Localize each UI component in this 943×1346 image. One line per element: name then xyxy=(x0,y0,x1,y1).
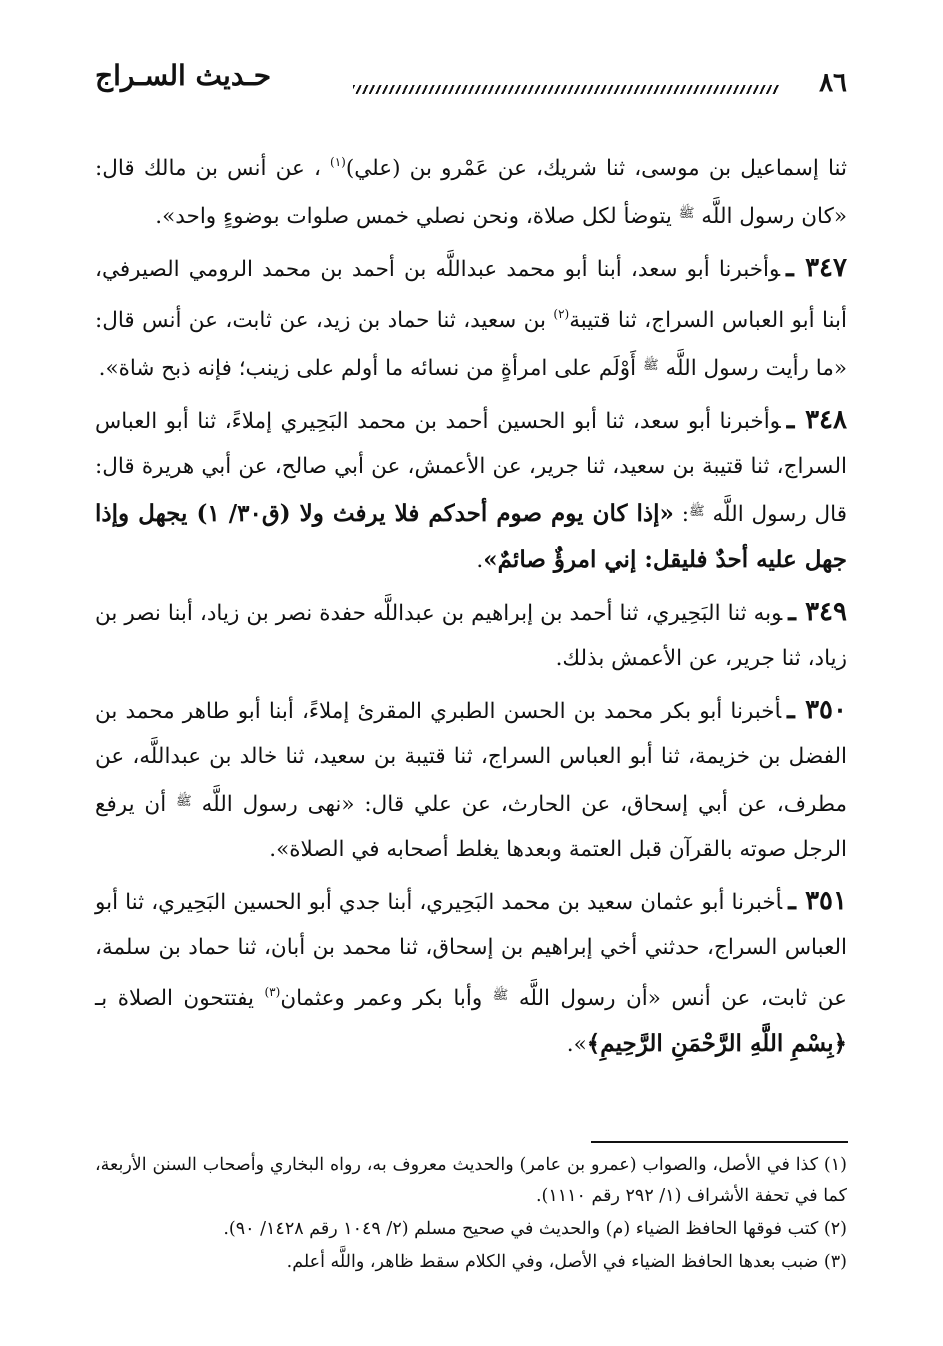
hadith-quote-bold: «إذا كان يوم صوم أحدكم فلا يرفث ولا xyxy=(299,500,674,527)
footnote-2: (٢) كتب فوقها الحافظ الضياء (م) والحديث في صحيح مسلم (٢/ ١٠٤٩ رقم ١٤٢٨/ ٩٠). xyxy=(223,1219,847,1239)
paragraph-text: ، عن أنس بن مالك قال: «كان رسول اللَّه xyxy=(95,156,847,229)
footnote-1: (١) كذا في الأصل، والصواب (عمرو بن عامر) والحديث معروف به، رواه البخاري وأصحاب السنن الأربعة، كما في تحفة الأشراف (١/ ٢٩٢ رقم ١١١٠). xyxy=(95,1155,847,1206)
paragraph-text: وأخبرنا أبو سعد، أبنا أبو محمد عبداللَّه بن أحمد بن محمد الرومي الصيرفي، أبنا أبو العباس السراج، ثنا قتيبة xyxy=(95,257,847,333)
footnotes xyxy=(95,1150,847,1280)
honorific-glyph: ﷺ xyxy=(642,358,659,373)
paragraph-text: يتوضأ لكل صلاة، ونحن نصلي خمس صلوات بوضوءٍ واحد». xyxy=(155,204,679,229)
paragraph-text: وأخبرنا أبو سعد، ثنا أبو الحسين أحمد بن محمد البَحِيري إملاءً، ثنا أبو العباس السراج، ثنا قتيبة بن سعيد، ثنا جرير، عن الأعمش، عن أبي صالح، عن أبي هريرة قال: قال رسول اللَّه xyxy=(95,409,847,527)
footnote-ref-3[interactable]: (٣) xyxy=(264,985,281,999)
paragraph-text: : xyxy=(673,502,689,527)
hadith-349 xyxy=(95,590,847,681)
hadith-350 xyxy=(95,688,847,872)
header-hatched-rule xyxy=(353,85,779,94)
hadith-348 xyxy=(95,398,847,583)
paragraph-text: وبه ثنا البَحِيري، ثنا أحمد بن إبراهيم بن عبداللَّه حفدة نصر بن زياد، أبنا نصر بن زياد، ثنا جرير، عن الأعمش بذلك. xyxy=(95,601,847,671)
paragraph-text: ». xyxy=(566,1032,587,1057)
footnote-ref-1[interactable]: (١) xyxy=(330,155,346,169)
hadith-351 xyxy=(95,879,847,1067)
paragraph-text: أَوْلَم على امرأةٍ من نسائه ما أولم على زينب؛ فإنه ذبح شاة». xyxy=(98,356,643,381)
honorific-glyph: ﷺ xyxy=(492,988,509,1003)
hadith-number: ٣٤٨ ـ xyxy=(786,405,847,435)
page-number: ٨٦ xyxy=(819,68,847,98)
honorific-glyph: ﷺ xyxy=(176,794,192,809)
main-text xyxy=(95,140,847,1074)
paragraph-text: أخبرنا أبو عثمان سعيد بن محمد البَحِيري، أبنا جدي أبو الحسين البَحِيري، ثنا أبو العباس السراج، حدثني أخي إبراهيم بن إسحاق، ثنا محمد بن أبان، ثنا حماد بن سلمة، عن ثابت، عن أنس «أن رسول اللَّه xyxy=(95,890,847,1011)
hadith-number: ٣٥٠ ـ xyxy=(787,695,847,725)
footnote-separator xyxy=(591,1141,848,1143)
hadith-number: ٣٤٩ ـ xyxy=(788,597,847,627)
footnote-ref-2[interactable]: (٢) xyxy=(553,307,570,321)
paragraph-continuation xyxy=(95,140,847,239)
hadith-number: ٣٤٧ ـ xyxy=(786,253,847,283)
honorific-glyph: ﷺ xyxy=(688,504,705,519)
page-header xyxy=(95,58,847,108)
manuscript-folio-ref: (ق٣٠/ ١) xyxy=(187,500,300,527)
running-title: حـديث السـراج xyxy=(95,59,272,92)
hadith-number: ٣٥١ ـ xyxy=(788,886,847,916)
basmala-quote: ﴿بِسْمِ اللَّهِ الرَّحْمَنِ الرَّحِيمِ﴾ xyxy=(586,1030,847,1057)
paragraph-text: ثنا إسماعيل بن موسى، ثنا شريك، عن عَمْرو بن (علي) xyxy=(345,156,847,181)
paragraph-text: أخبرنا أبو بكر محمد بن الحسن الطبري المقرئ إملاءً، أبنا أبو طاهر محمد بن الفضل بن خزيمة، ثنا أبو العباس السراج، ثنا قتيبة بن سعيد، ثنا خالد بن عبداللَّه، عن مطرف، عن أبي إسحاق، عن الحارث، عن علي قال: «نهى رسول اللَّه xyxy=(95,699,848,817)
honorific-glyph: ﷺ xyxy=(678,206,695,221)
paragraph-text: بن سعيد، ثنا حماد بن زيد، عن ثابت، عن أنس قال: «ما رأيت رسول اللَّه xyxy=(95,308,847,381)
hadith-quote-bold: يجهل وإذا جهل عليه أحدٌ فليقل: إني امرؤٌ صائمٌ» xyxy=(95,500,847,573)
hadith-347 xyxy=(95,246,847,391)
footnote-3: (٣) ضبب بعدها الحافظ الضياء في الأصل، وفي الكلام سقط ظاهر، واللَّه أعلم. xyxy=(286,1252,847,1272)
paragraph-text: . xyxy=(476,548,484,573)
paragraph-text: يفتتحون الصلاة بـ xyxy=(95,986,265,1011)
paragraph-text: وأبا بكر وعمر وعثمان xyxy=(280,986,493,1011)
paragraph-text: أن يرفع الرجل صوته بالقرآن قبل العتمة وبعدها يغلط أصحابه في الصلاة». xyxy=(95,792,847,862)
